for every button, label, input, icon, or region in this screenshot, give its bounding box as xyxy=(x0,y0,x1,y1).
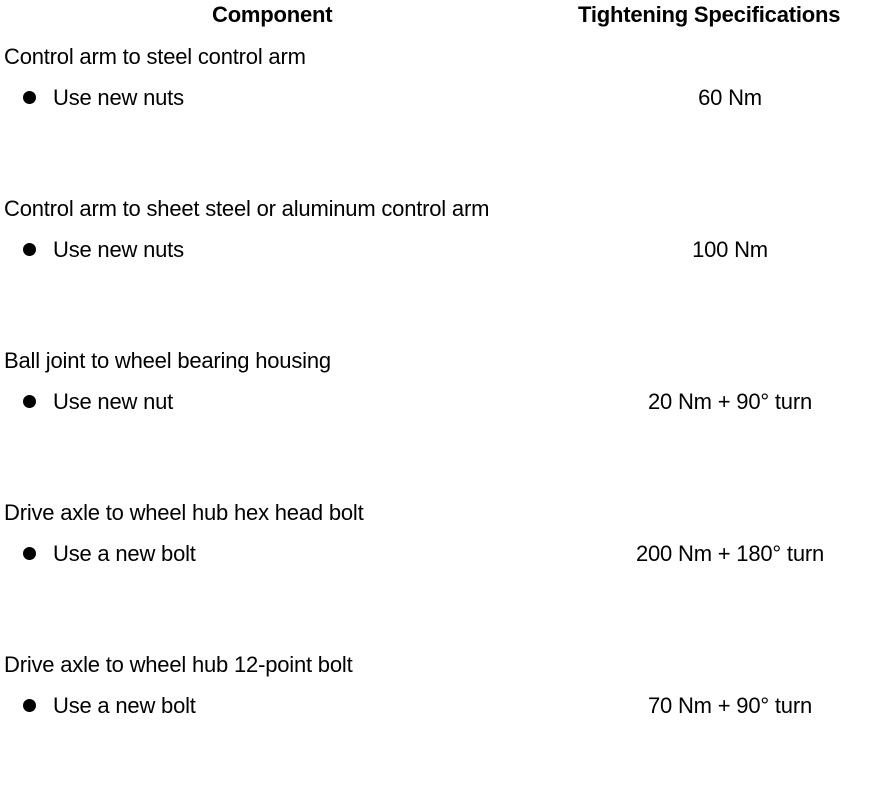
torque-value: 100 Nm xyxy=(692,237,768,262)
spec-column-header: Tightening Specifications xyxy=(578,2,841,27)
torque-value: 20 Nm + 90° turn xyxy=(648,389,812,414)
instruction-note: Use new nut xyxy=(53,389,174,414)
bullet-icon xyxy=(23,547,36,560)
instruction-note: Use a new bolt xyxy=(53,541,196,566)
spec-row-3 xyxy=(0,348,896,498)
instruction-note: Use new nuts xyxy=(53,237,184,262)
bullet-icon xyxy=(23,243,36,256)
spec-row-2 xyxy=(0,196,896,346)
spec-row-4 xyxy=(0,500,896,650)
spec-row-1 xyxy=(0,44,896,194)
torque-value: 200 Nm + 180° turn xyxy=(635,541,825,566)
bullet-icon xyxy=(23,91,36,104)
instruction-note: Use new nuts xyxy=(53,85,184,110)
component-name: Ball joint to wheel bearing housing xyxy=(4,348,331,373)
component-name: Control arm to sheet steel or aluminum control arm xyxy=(4,196,490,221)
bullet-icon xyxy=(23,395,36,408)
bullet-icon xyxy=(23,699,36,712)
torque-value: 70 Nm + 90° turn xyxy=(648,693,812,718)
component-name: Drive axle to wheel hub hex head bolt xyxy=(4,500,364,525)
torque-value: 60 Nm xyxy=(698,85,762,110)
component-name: Drive axle to wheel hub 12-point bolt xyxy=(4,652,353,677)
instruction-note: Use a new bolt xyxy=(53,693,196,718)
spec-row-5 xyxy=(0,652,896,802)
component-column-header: Component xyxy=(212,2,333,27)
component-name: Control arm to steel control arm xyxy=(4,44,306,69)
